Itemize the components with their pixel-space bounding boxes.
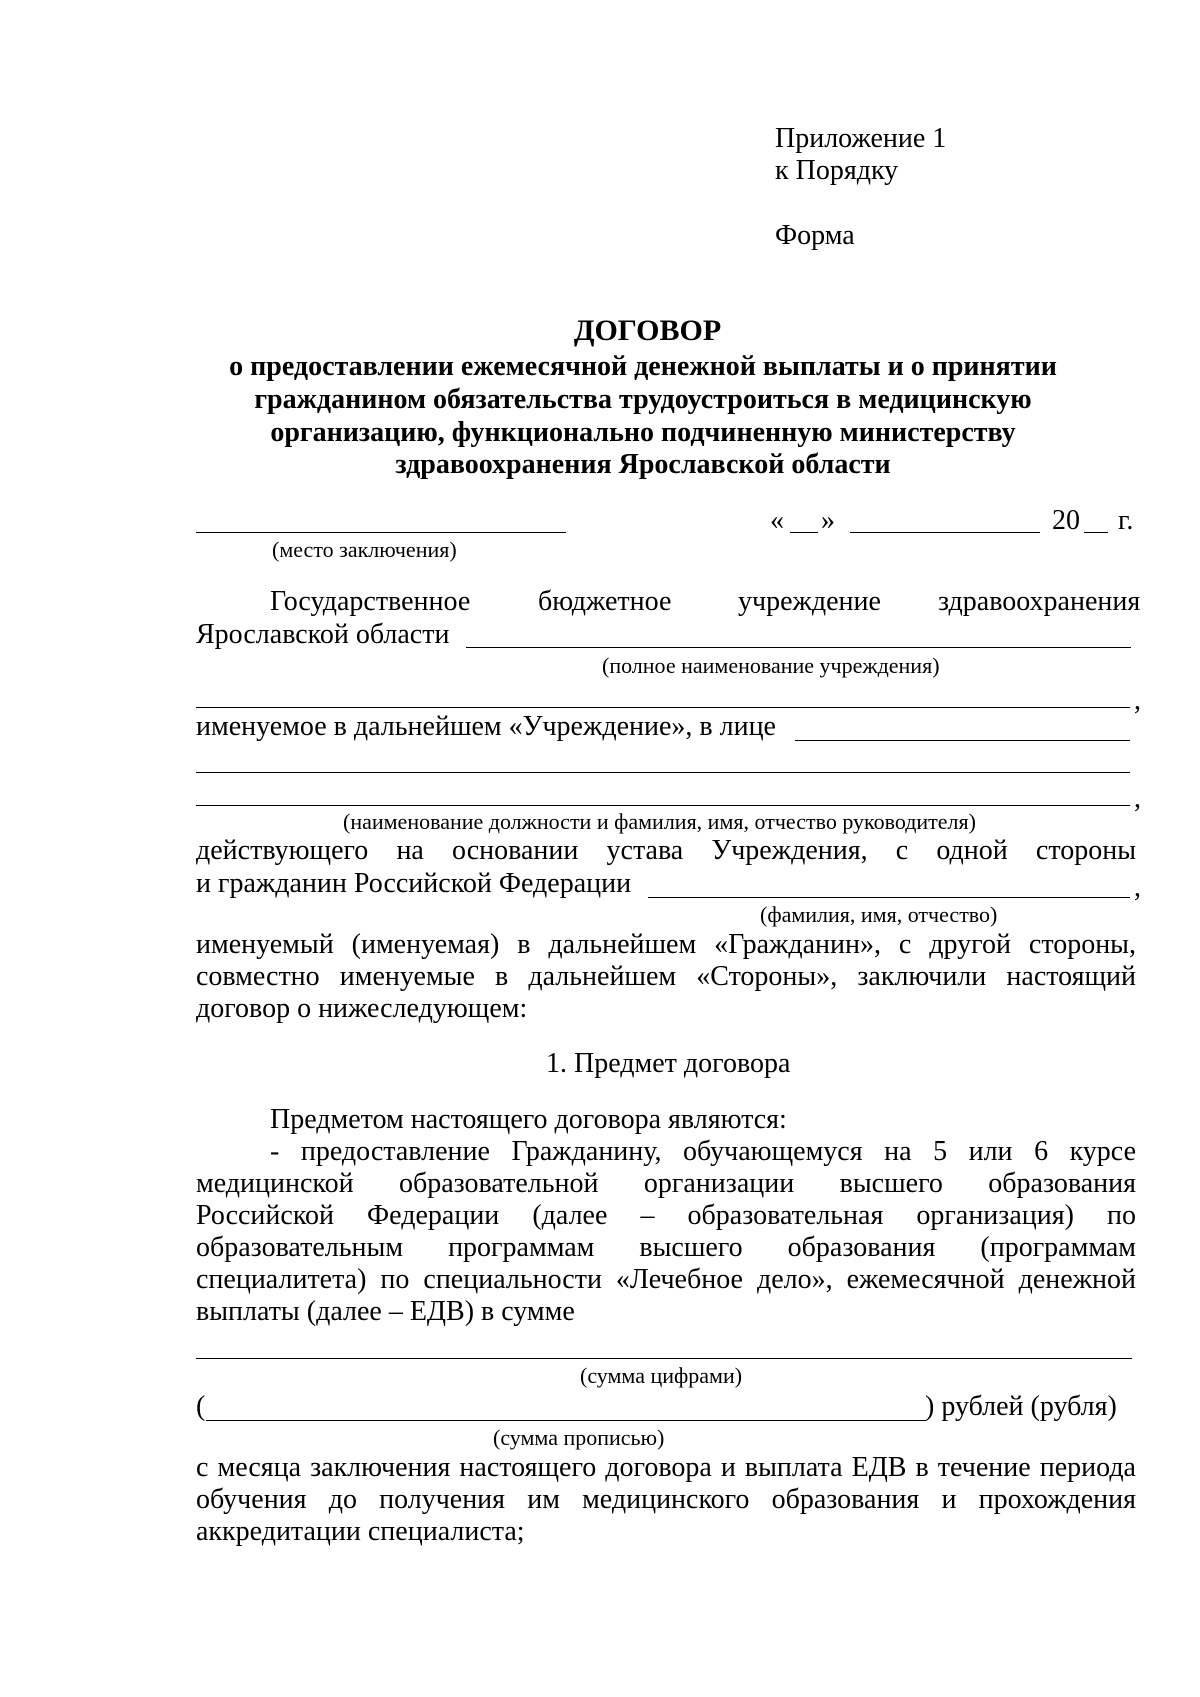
- citizen-fio-field[interactable]: [648, 897, 1130, 898]
- form-label: Форма: [775, 220, 855, 251]
- title-line-2: гражданином обязательства трудоустроиться в медицинскую: [254, 384, 1032, 415]
- section-1-heading: 1. Предмет договора: [546, 1048, 791, 1079]
- institution-caption: (полное наименование учреждения): [602, 653, 940, 678]
- comma-1: ,: [1134, 685, 1141, 716]
- title-line-3: организацию, функционально подчиненную министерству: [270, 417, 1016, 448]
- head-caption: (наименование должности и фамилия, имя, отчество руководителя): [343, 809, 976, 834]
- appendix-label: Приложение 1: [775, 123, 947, 154]
- paren-open: (: [196, 1391, 206, 1422]
- section-1-p4: образовательным программам высшего образования (программам: [196, 1232, 1136, 1263]
- head-field[interactable]: [795, 740, 1130, 741]
- date-quote-open: «: [770, 505, 784, 536]
- to-order-label: к Порядку: [775, 155, 899, 186]
- place-field[interactable]: [196, 532, 566, 533]
- sum-digits-caption: (сумма цифрами): [580, 1363, 743, 1388]
- jointly-line: совместно именуемые в дальнейшем «Стороны», заключили настоящий: [196, 961, 1136, 992]
- acting-line: действующего на основании устава Учреждения, с одной стороны: [196, 835, 1136, 866]
- date-year-suffix: г.: [1118, 505, 1134, 536]
- intro-region: Ярославской области: [196, 619, 450, 650]
- rubles-label: ) рублей (рубля): [925, 1391, 1117, 1422]
- comma-2: ,: [1134, 783, 1141, 814]
- section-1-p5: специалитета) по специальности «Лечебное дело», ежемесячной денежной: [196, 1264, 1136, 1295]
- section-1-p2: медицинской образовательной организации высшего образования: [196, 1168, 1136, 1199]
- title-line-4: здравоохранения Ярославской области: [395, 449, 891, 480]
- date-quote-close: »: [821, 505, 835, 536]
- fio-caption: (фамилия, имя, отчество): [760, 902, 998, 927]
- intro-word-state: Государственное: [270, 586, 471, 617]
- intro-word-budget: бюджетное: [538, 586, 672, 617]
- sum-digits-field[interactable]: [196, 1358, 1132, 1359]
- intro-word-institution: учреждение: [738, 586, 881, 617]
- section-1-p8: обучения до получения им медицинского образования и прохождения: [196, 1484, 1136, 1515]
- section-1-p6: выплаты (далее – ЕДВ) в сумме: [196, 1296, 575, 1327]
- institution-name-field-2[interactable]: [196, 707, 1130, 708]
- head-field-3[interactable]: [196, 805, 1130, 806]
- date-year-prefix: 20: [1052, 505, 1080, 536]
- head-field-2[interactable]: [196, 772, 1130, 773]
- institution-name-field[interactable]: [466, 647, 1131, 648]
- date-day-field[interactable]: [790, 532, 818, 533]
- section-1-p9: аккредитации специалиста;: [196, 1516, 525, 1547]
- section-1-p3: Российской Федерации (далее – образовательная организация) по: [196, 1200, 1136, 1231]
- comma-3: ,: [1134, 872, 1141, 903]
- date-year-field[interactable]: [1084, 532, 1108, 533]
- title-line-1: о предоставлении ежемесячной денежной выплаты и о принятии: [229, 351, 1057, 382]
- named-institution-line: именуемое в дальнейшем «Учреждение», в лице: [196, 711, 776, 742]
- section-1-lead: Предметом настоящего договора являются:: [270, 1104, 787, 1135]
- intro-word-healthcare: здравоохранения: [938, 586, 1141, 617]
- place-caption: (место заключения): [272, 537, 457, 562]
- sum-words-field[interactable]: [206, 1420, 926, 1421]
- citizen-line: и гражданин Российской Федерации: [196, 868, 632, 899]
- contract-about-line: договор о нижеследующем:: [196, 993, 528, 1024]
- section-1-p1: - предоставление Гражданину, обучающемуся на 5 или 6 курсе: [270, 1136, 1136, 1167]
- named-citizen-line: именуемый (именуемая) в дальнейшем «Гражданин», с другой стороны,: [196, 929, 1136, 960]
- document-title: ДОГОВОР: [573, 314, 722, 347]
- section-1-p7: с месяца заключения настоящего договора и выплата ЕДВ в течение периода: [196, 1452, 1136, 1483]
- sum-words-caption: (сумма прописью): [493, 1425, 665, 1450]
- date-month-field[interactable]: [850, 532, 1040, 533]
